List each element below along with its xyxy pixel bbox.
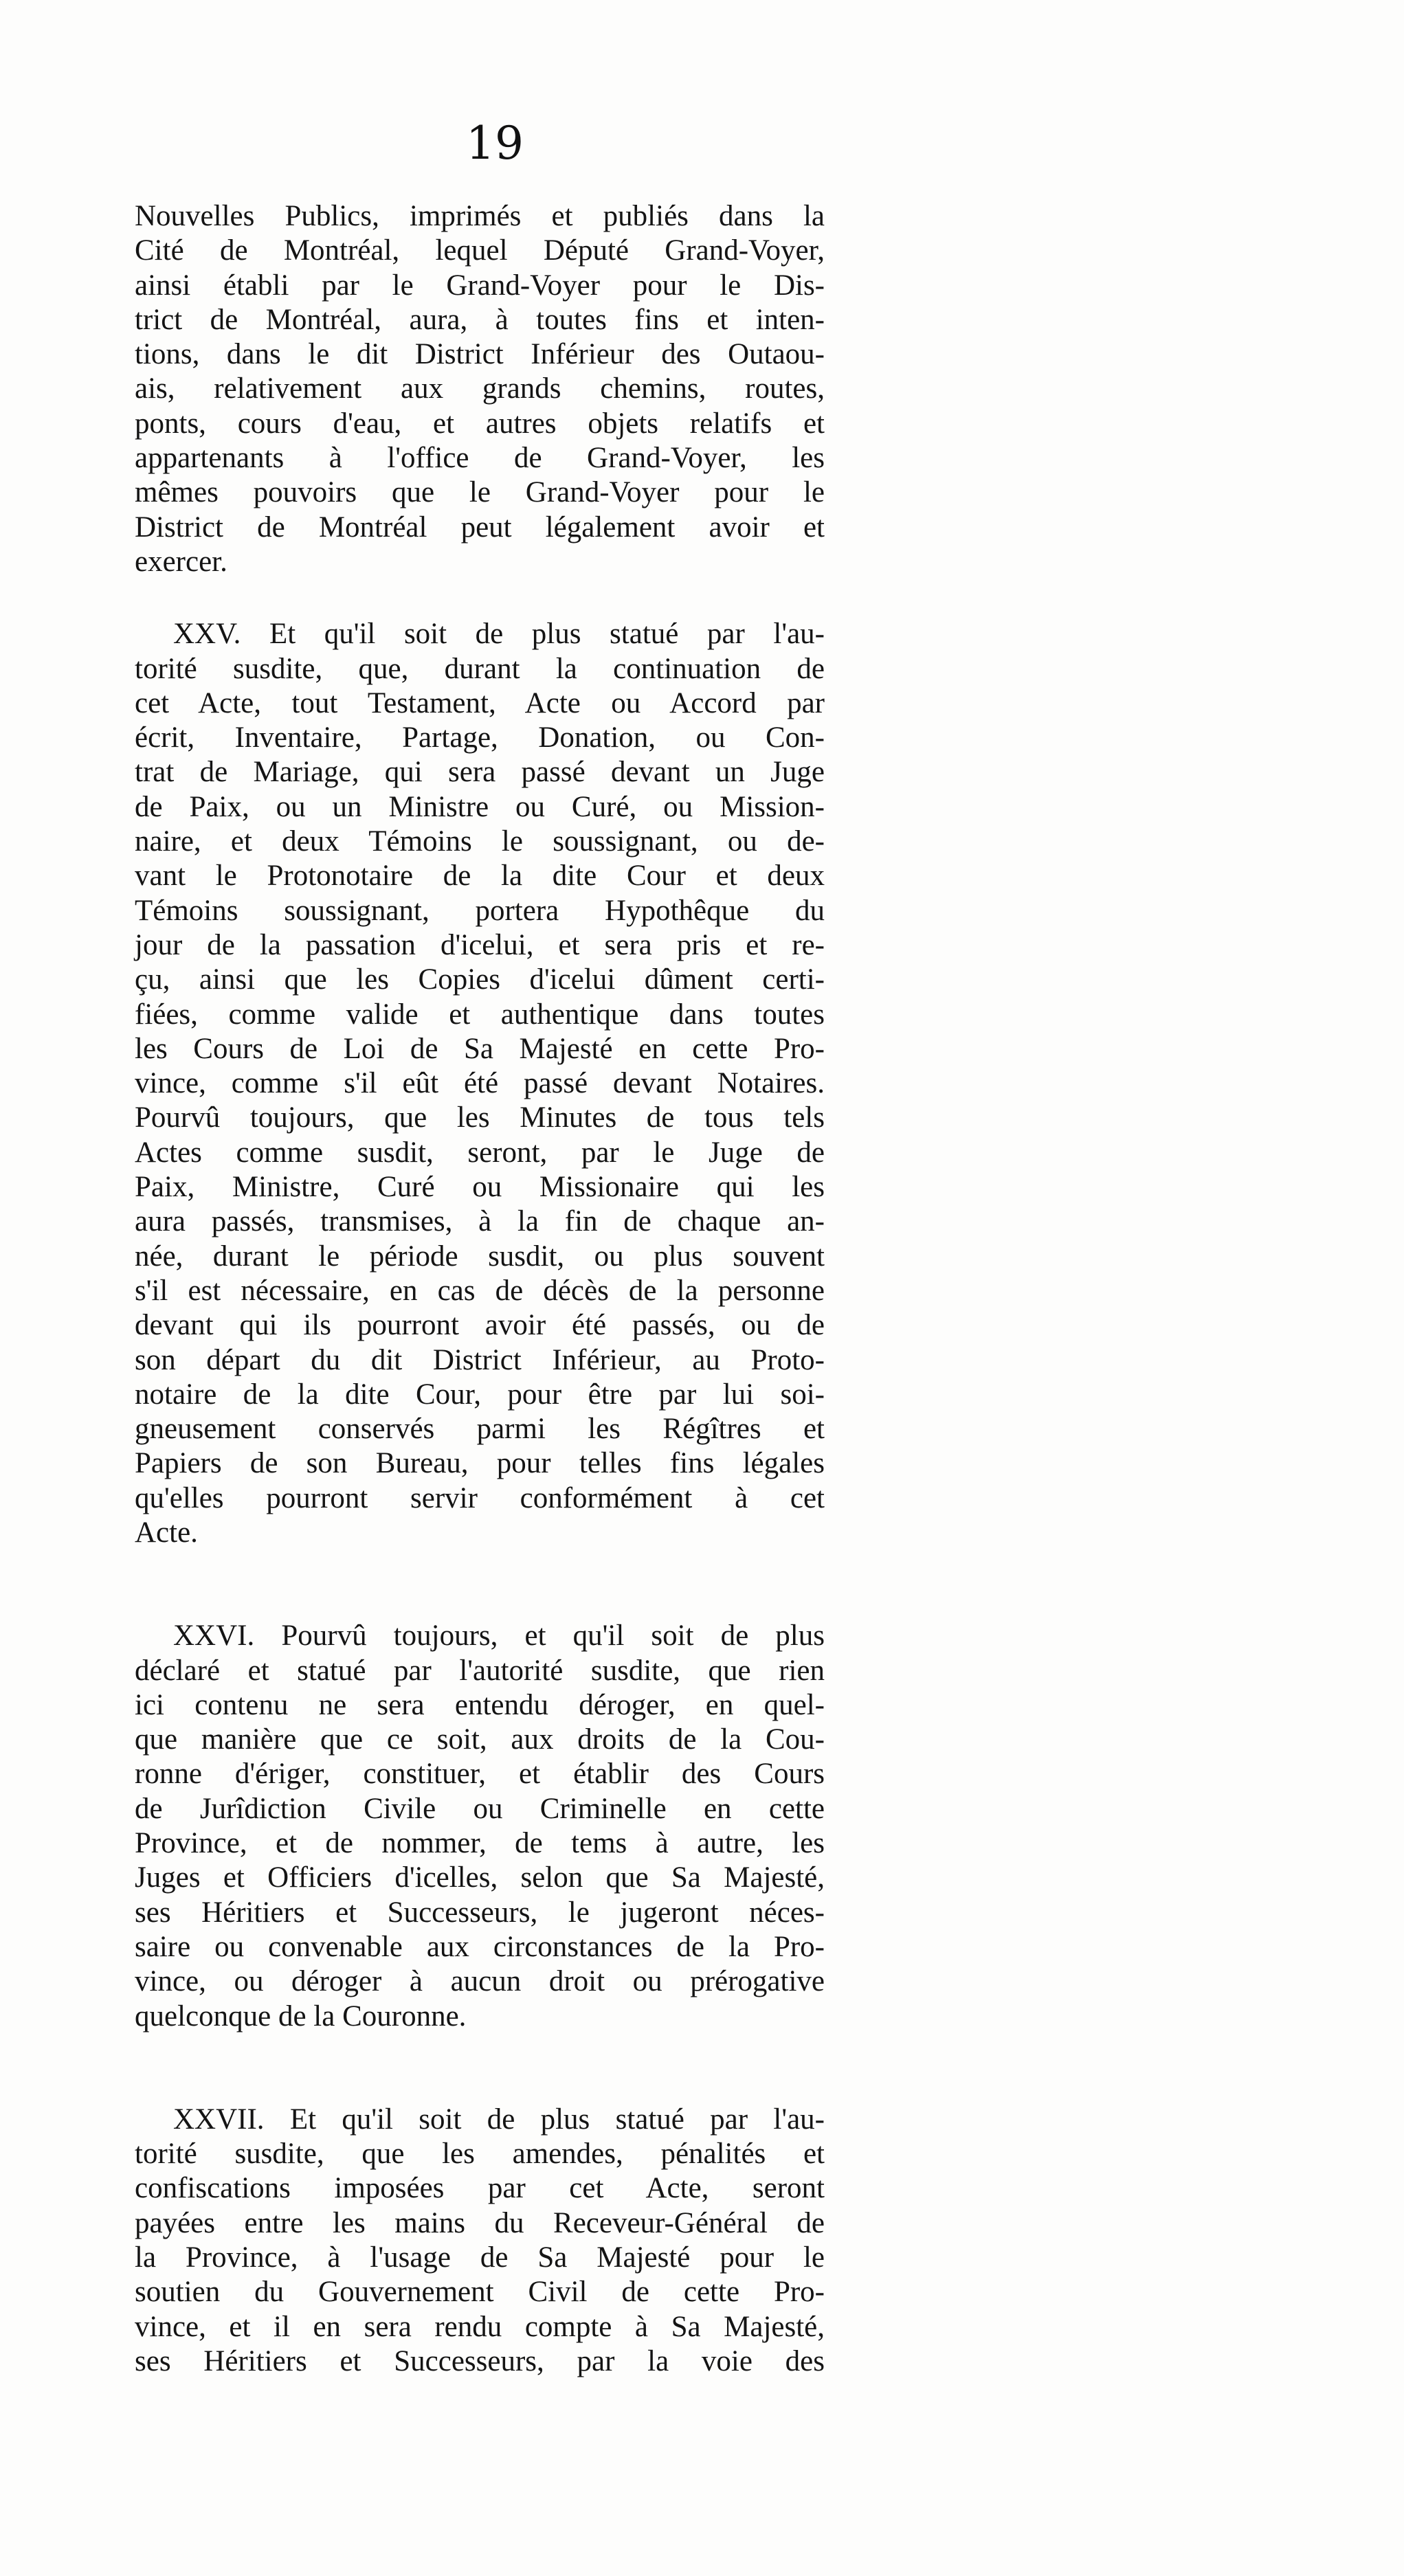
text-line: que manière que ce soit, aux droits de la Cou-: [135, 1723, 825, 1756]
text-line: les Cours de Loi de Sa Majesté en cette Pro-: [135, 1032, 825, 1065]
text-line: exercer.: [135, 545, 227, 578]
text-line: Nouvelles Publics, imprimés et publiés dans la: [135, 200, 825, 232]
text-line: née, durant le période susdit, ou plus souvent: [135, 1240, 825, 1273]
text-line: naire, et deux Témoins le soussignant, ou de-: [135, 825, 825, 858]
text-line: trat de Mariage, qui sera passé devant un Juge: [135, 756, 825, 789]
text-line: ais, relativement aux grands chemins, routes,: [135, 372, 825, 405]
text-line: trict de Montréal, aura, à toutes fins et inten-: [135, 303, 825, 336]
text-line: de Jurîdiction Civile ou Criminelle en cette: [135, 1792, 825, 1825]
text-line: appartenants à l'office de Grand-Voyer, les: [135, 442, 825, 475]
text-line: Province, et de nommer, de tems à autre, les: [135, 1827, 825, 1860]
text-line: ses Héritiers et Successeurs, le jugeront néces-: [135, 1896, 825, 1929]
text-line: vince, et il en sera rendu compte à Sa Majesté,: [135, 2310, 825, 2343]
section-heading-line: XXV. Et qu'il soit de plus statué par l'au-: [173, 618, 825, 651]
text-line: ainsi établi par le Grand-Voyer pour le Dis-: [135, 269, 825, 302]
text-line: ses Héritiers et Successeurs, par la voie des: [135, 2344, 825, 2377]
text-line: fiées, comme valide et authentique dans toutes: [135, 998, 825, 1031]
text-column: [135, 199, 825, 2379]
section-heading-line: XXVI. Pourvû toujours, et qu'il soit de plus: [173, 1620, 825, 1653]
text-line: Papiers de son Bureau, pour telles fins légales: [135, 1447, 825, 1480]
text-line: District de Montréal peut légalement avoir et: [135, 511, 825, 544]
text-line: vince, ou déroger à aucun droit ou prérogative: [135, 1965, 825, 1998]
text-line: Pourvû toujours, que les Minutes de tous tels: [135, 1101, 825, 1134]
text-line: ronne d'ériger, constituer, et établir des Cours: [135, 1758, 825, 1791]
text-line: qu'elles pourront servir conformément à cet: [135, 1481, 825, 1514]
text-line: déclaré et statué par l'autorité susdite, que rien: [135, 1654, 825, 1687]
text-line: Témoins soussignant, portera Hypothêque du: [135, 894, 825, 927]
text-line: quelconque de la Couronne.: [135, 2000, 467, 2032]
text-line: torité susdite, que les amendes, pénalités et: [135, 2138, 825, 2171]
paragraph-gap: [135, 1550, 825, 1619]
text-line: vince, comme s'il eût été passé devant Notaires.: [135, 1067, 825, 1100]
text-line: çu, ainsi que les Copies d'icelui dûment certi-: [135, 963, 825, 996]
text-line: torité susdite, que, durant la continuation de: [135, 652, 825, 685]
text-line: la Province, à l'usage de Sa Majesté pour le: [135, 2241, 825, 2274]
text-line: Actes comme susdit, seront, par le Juge de: [135, 1136, 825, 1169]
text-line: aura passés, transmises, à la fin de chaque an-: [135, 1205, 825, 1238]
page-number: 19: [466, 117, 524, 170]
text-line: vant le Protonotaire de la dite Cour et deux: [135, 860, 825, 893]
text-line: ici contenu ne sera entendu déroger, en quel-: [135, 1688, 825, 1721]
paragraph-gap: [135, 579, 825, 617]
text-line: s'il est nécessaire, en cas de décès de la personne: [135, 1274, 825, 1307]
text-line: Cité de Montréal, lequel Député Grand-Voyer,: [135, 234, 825, 267]
text-line: Paix, Ministre, Curé ou Missionaire qui les: [135, 1171, 825, 1204]
text-line: cet Acte, tout Testament, Acte ou Accord par: [135, 686, 825, 719]
text-line: soutien du Gouvernement Civil de cette Pro-: [135, 2276, 825, 2309]
text-line: Acte.: [135, 1516, 198, 1549]
text-line: gneusement conservés parmi les Régîtres et: [135, 1413, 825, 1446]
text-line: son départ du dit District Inférieur, au Proto-: [135, 1343, 825, 1376]
text-line: devant qui ils pourront avoir été passés, ou de: [135, 1309, 825, 1342]
paragraph-section-xxv: [135, 617, 825, 1550]
paragraph-gap: [135, 2034, 825, 2103]
text-line: écrit, Inventaire, Partage, Donation, ou Con-: [135, 721, 825, 754]
text-line: ponts, cours d'eau, et autres objets relatifs et: [135, 407, 825, 440]
text-line: payées entre les mains du Receveur-Général de: [135, 2206, 825, 2239]
text-line: Juges et Officiers d'icelles, selon que Sa Majesté,: [135, 1861, 825, 1894]
section-heading-line: XXVII. Et qu'il soit de plus statué par l'au-: [173, 2103, 825, 2136]
text-line: confiscations imposées par cet Acte, seront: [135, 2172, 825, 2205]
paragraph-continuation: [135, 199, 825, 579]
text-line: tions, dans le dit District Inférieur des Outaou-: [135, 338, 825, 371]
text-line: notaire de la dite Cour, pour être par lui soi-: [135, 1378, 825, 1411]
text-line: de Paix, ou un Ministre ou Curé, ou Mission-: [135, 790, 825, 823]
text-line: jour de la passation d'icelui, et sera pris et re-: [135, 928, 825, 961]
paragraph-section-xxvii: [135, 2103, 825, 2379]
paragraph-section-xxvi: [135, 1619, 825, 2034]
text-line: mêmes pouvoirs que le Grand-Voyer pour le: [135, 476, 825, 509]
text-line: saire ou convenable aux circonstances de la Pro-: [135, 1930, 825, 1963]
